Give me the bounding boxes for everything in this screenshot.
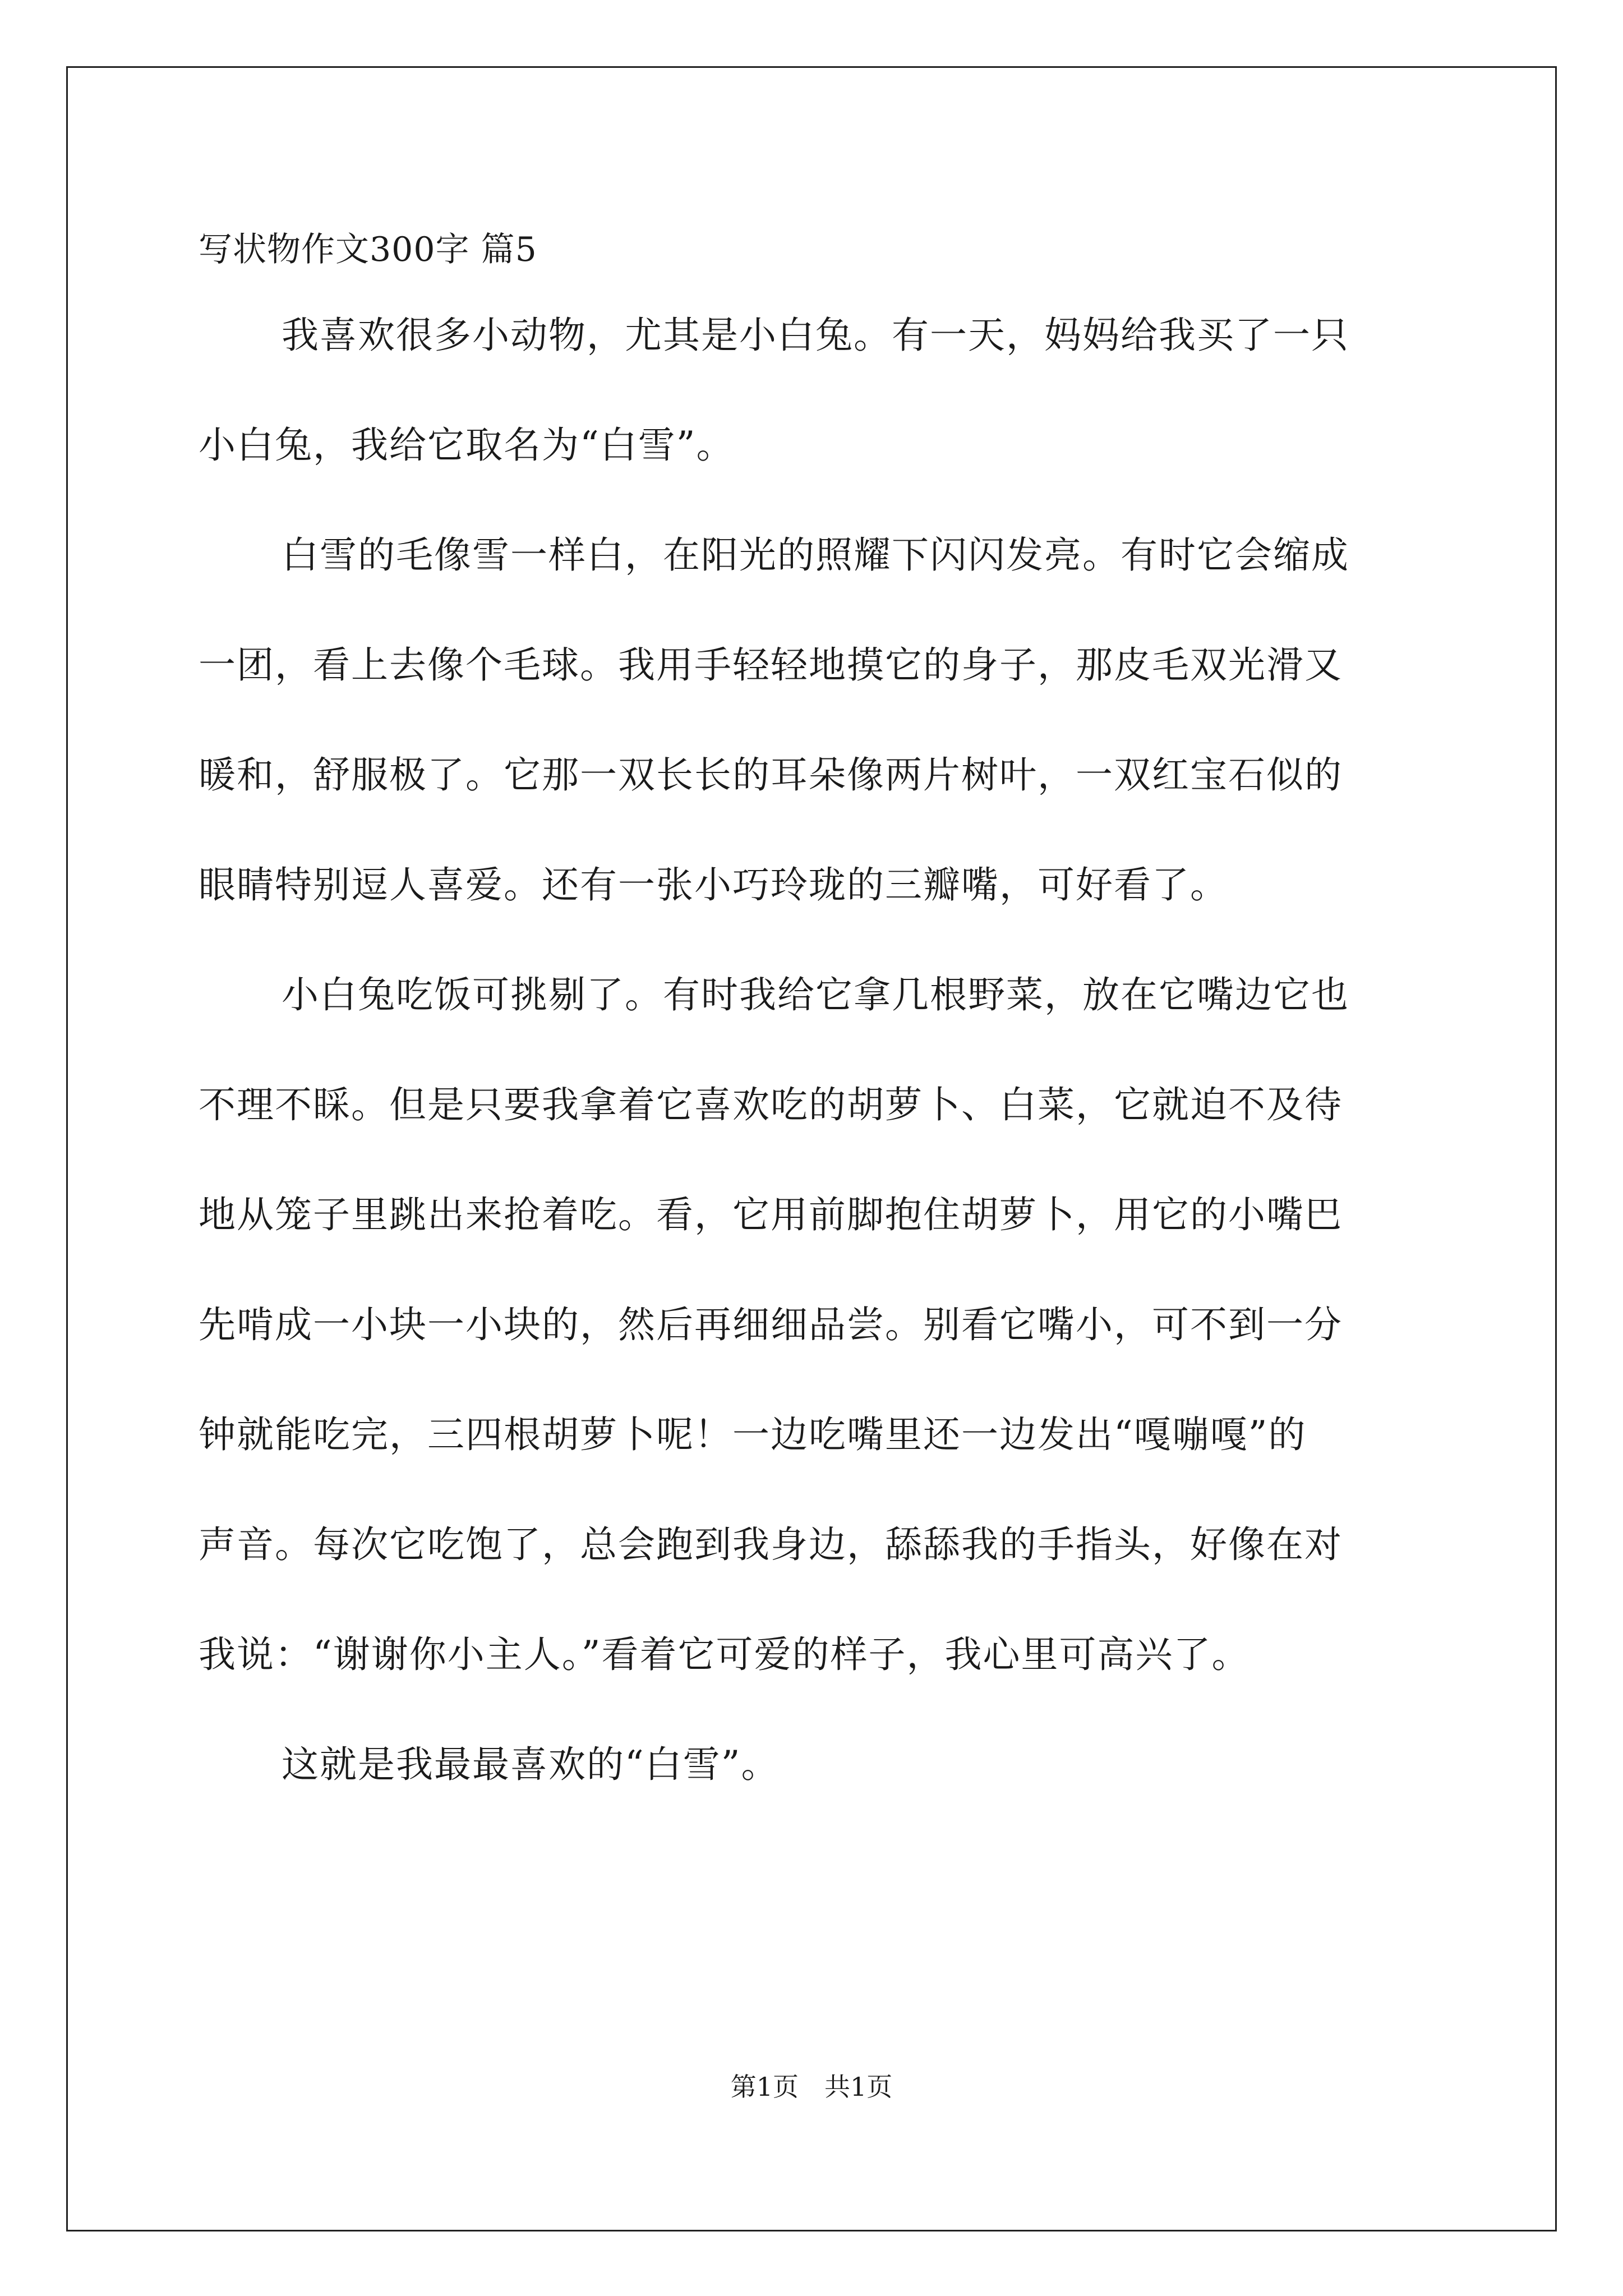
paragraph-line: 我喜欢很多小动物，尤其是小白兔。有一天，妈妈给我买了一只 (282, 314, 1349, 357)
document-body (199, 307, 1432, 1847)
paragraph-line: 眼睛特别逗人喜爱。还有一张小巧玲珑的三瓣嘴，可好看了。 (199, 863, 1228, 907)
paragraph-line: 这就是我最最喜欢的“白雪”。 (282, 1743, 780, 1786)
paragraph-line: 我说：“谢谢你小主人。”看着它可爱的样子，我心里可高兴了。 (199, 1633, 1250, 1676)
paragraph-line: 先啃成一小块一小块的，然后再细细品尝。别看它嘴小，可不到一分 (199, 1303, 1343, 1346)
paragraph-line: 白雪的毛像雪一样白，在阳光的照耀下闪闪发亮。有时它会缩成 (282, 533, 1349, 577)
paragraph-line: 钟就能吃完，三四根胡萝卜呢！一边吃嘴里还一边发出“嘎嘣嘎”的 (199, 1413, 1307, 1456)
paragraph-line: 小白兔吃饭可挑剔了。有时我给它拿几根野菜，放在它嘴边它也 (282, 973, 1349, 1016)
paragraph-1 (199, 307, 1432, 473)
paragraph-line: 声音。每次它吃饱了，总会跑到我身边，舔舔我的手指头，好像在对 (199, 1523, 1343, 1566)
paragraph-line: 暖和，舒服极了。它那一双长长的耳朵像两片树叶，一双红宝石似的 (199, 753, 1343, 797)
paragraph-line: 不理不睬。但是只要我拿着它喜欢吃的胡萝卜、白菜，它就迫不及待 (199, 1083, 1343, 1126)
paragraph-line: 地从笼子里跳出来抢着吃。看，它用前脚抱住胡萝卜，用它的小嘴巴 (199, 1193, 1343, 1236)
paragraph-line: 小白兔，我给它取名为“白雪”。 (199, 424, 735, 467)
paragraph-4 (199, 1737, 1432, 1793)
paragraph-2 (199, 527, 1432, 913)
paragraph-3 (199, 967, 1432, 1683)
paragraph-line: 一团，看上去像个毛球。我用手轻轻地摸它的身子，那皮毛双光滑又 (199, 643, 1343, 687)
document-title: 写状物作文300字 篇5 (199, 230, 537, 269)
page-number-footer: 第1页 共1页 (730, 2072, 893, 2102)
